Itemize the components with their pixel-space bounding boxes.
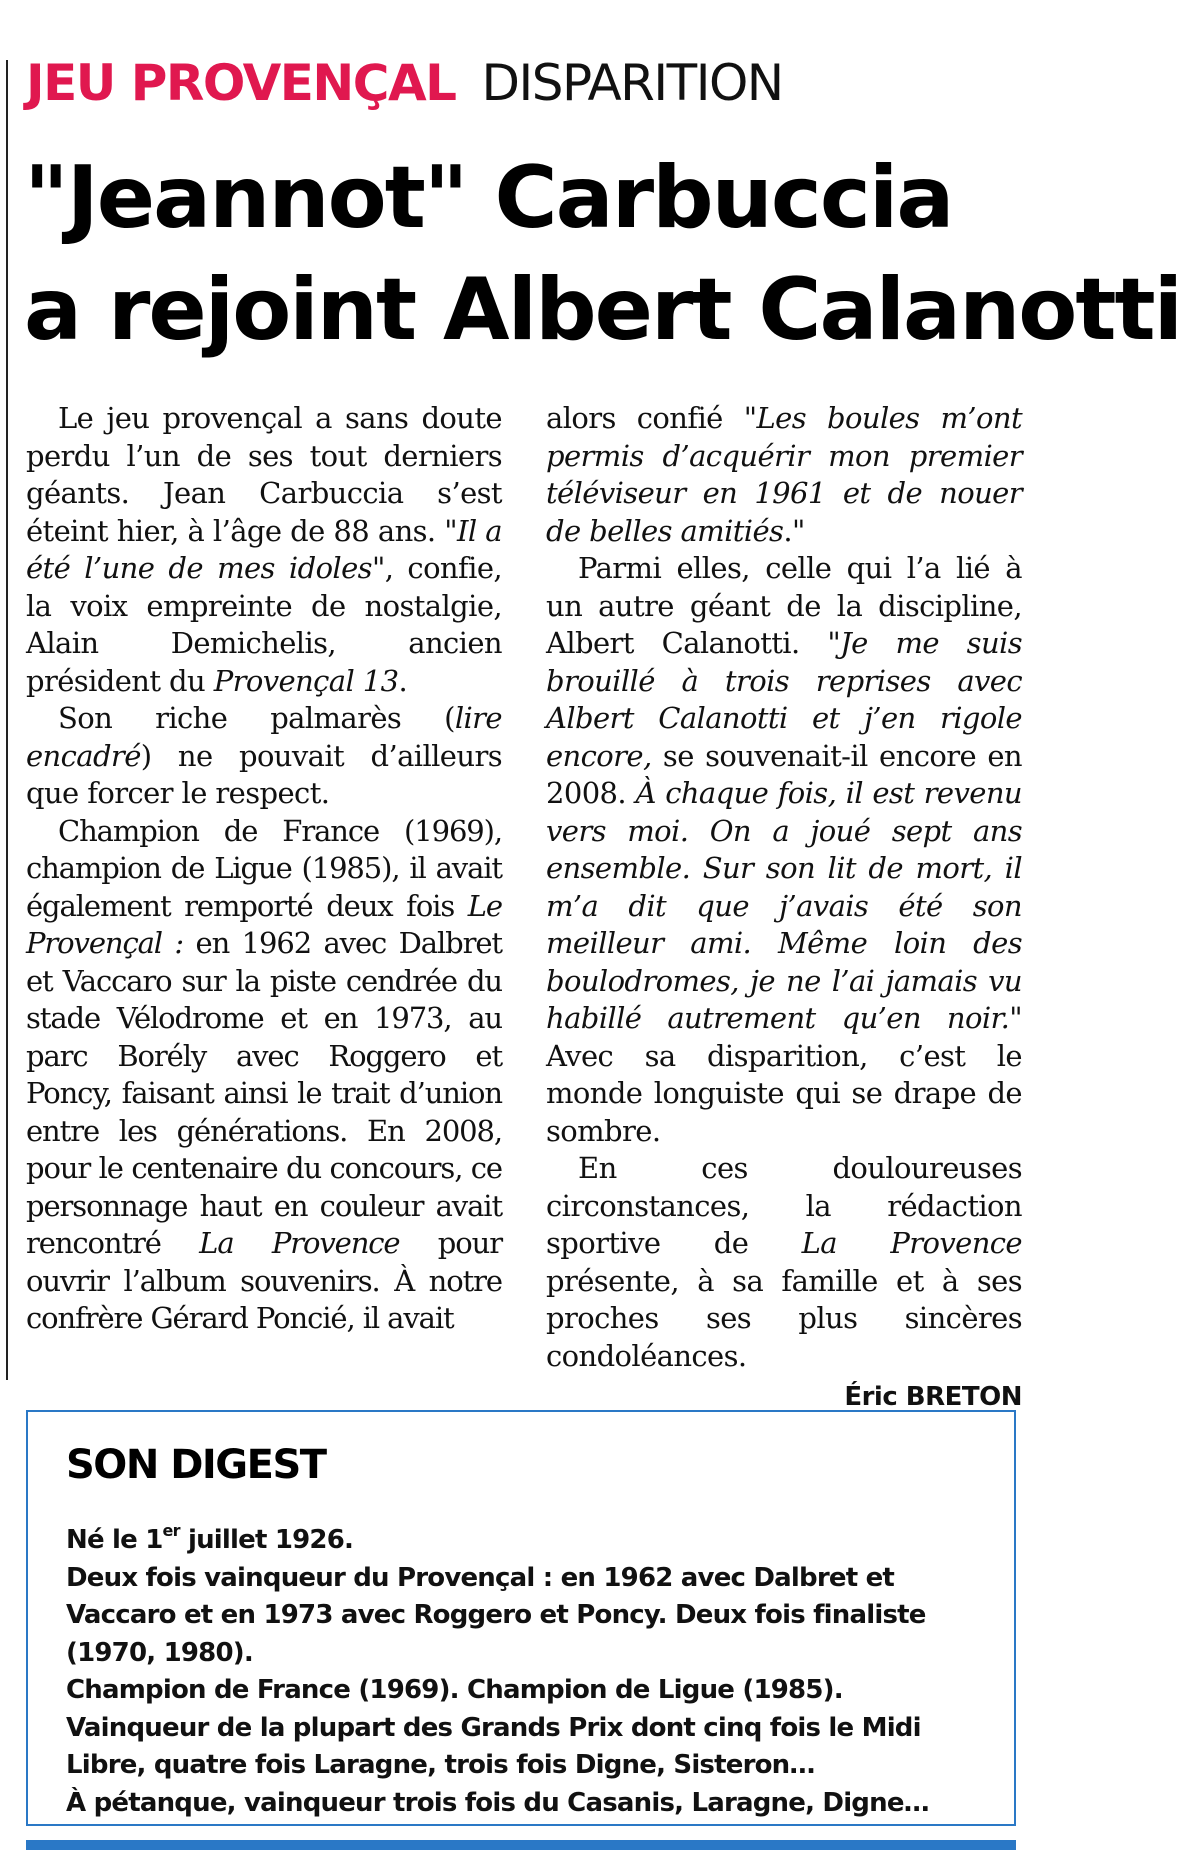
digest-line-titles: Champion de France (1969). Champion de Ligue (1985). Vainqueur de la plupart des Grands Prix dont cinq fois le Midi Libre, quatre fois Laragne, trois fois Digne, Sisteron… (66, 1675, 921, 1780)
text-run: Le jeu provençal a sans doute perdu l’un de ses tout derniers géants. Jean Carbuccia s’est éteint hier, à l’âge de 88 ans. " (26, 401, 502, 548)
article-column-left (26, 400, 502, 1338)
paragraph-3 (26, 813, 502, 1338)
headline (24, 142, 1181, 366)
digest-line-birth (66, 1522, 986, 1560)
text-run: pour ouvrir l’album souvenirs. À notre confrère Gérard Poncié, il avait (26, 1226, 502, 1335)
text-run: En ces douloureuses circonstances, la rédaction sportive de (546, 1151, 1022, 1260)
headline-line-1: "Jeannot" Carbuccia (24, 148, 953, 248)
paragraph-3-continued (546, 400, 1022, 550)
page-left-rule (6, 60, 8, 1380)
see-box-ref: lire encadré (26, 701, 502, 773)
ordinal-suffix: er (162, 1521, 180, 1541)
newspaper-name: La Provence (199, 1226, 400, 1260)
quote-run: Je me suis brouillé à trois reprises avec Albert Calanotti et j’en rigole encore, (546, 626, 1022, 773)
article-column-right (546, 400, 1022, 1417)
digest-box (26, 1410, 1016, 1826)
club-name: Provençal 13 (213, 663, 399, 698)
text-run: Champion de France (1969), champion de Ligue (1985), il avait également remporté deux fois (26, 813, 502, 923)
paragraph-1 (26, 400, 502, 700)
text-run: ." (783, 513, 805, 548)
paragraph-4 (546, 550, 1022, 1150)
digest-line-provencal: Deux fois vainqueur du Provençal : en 1962 avec Dalbret et Vaccaro et en 1973 avec Roggero et Poncy. Deux fois finaliste (1970, 1980). (66, 1562, 926, 1668)
text-run: se souvenait-il encore en 2008. (546, 738, 1022, 810)
text-run: Né le 1 (66, 1525, 163, 1555)
quote-run: Il a été l’une de mes idoles (26, 513, 502, 585)
text-run: en 1962 avec Dalbret et Vaccaro sur la piste cendrée du stade Vélodrome et en 1973, au parc Borély avec Roggero et Poncy, faisant ainsi le trait d’union entre les générations. En 2008, pour le centenaire du concours, ce personnage haut en couleur avait rencontré (26, 926, 502, 1260)
paragraph-2 (26, 700, 502, 813)
text-run: ", confie, la voix empreinte de nostalgie, Alain Demichelis, ancien président du (26, 551, 502, 698)
digest-bottom-bar (26, 1840, 1016, 1850)
digest-line-petanque: À pétanque, vainqueur trois fois du Casanis, Laragne, Digne… (66, 1787, 929, 1818)
text-run: Parmi elles, celle qui l’a lié à un autre géant de la discipline, Albert Calanotti. " (546, 551, 1022, 660)
text-run: alors confié " (546, 401, 757, 435)
quote-run: Les boules m’ont permis d’acquérir mon premier téléviseur en 1961 et de nouer de belles amitiés (546, 401, 1022, 548)
rubric-label: JEU PROVENÇAL (26, 54, 456, 112)
text-run: présente, à sa famille et à ses proches ses plus sincères condoléances. (546, 1263, 1022, 1373)
headline-line-2: a rejoint Albert Calanotti (24, 260, 1181, 360)
digest-body (66, 1522, 986, 1822)
text-run: juillet 1926. (179, 1525, 354, 1555)
kicker (26, 54, 783, 124)
competition-name: Le Provençal : (26, 888, 502, 960)
topic-label: DISPARITION (481, 54, 783, 112)
text-run: ) ne pouvait d’ailleurs que forcer le respect. (26, 738, 502, 810)
text-run: . (398, 663, 408, 698)
paragraph-5 (546, 1150, 1022, 1375)
text-run: " Avec sa disparition, c’est le monde longuiste qui se drape de sombre. (546, 1001, 1022, 1148)
newspaper-name: La Provence (801, 1226, 1022, 1260)
digest-title: SON DIGEST (66, 1442, 326, 1488)
byline: Éric BRETON (844, 1382, 1022, 1412)
quote-run: À chaque fois, il est revenu vers moi. On a joué sept ans ensemble. Sur son lit de mort, il m’a dit que j’avais été son meilleur ami. Même loin des boulodromes, je ne l’ai jamais vu habillé autrement qu’en noir. (546, 776, 1022, 1035)
text-run: Son riche palmarès ( (58, 701, 455, 735)
